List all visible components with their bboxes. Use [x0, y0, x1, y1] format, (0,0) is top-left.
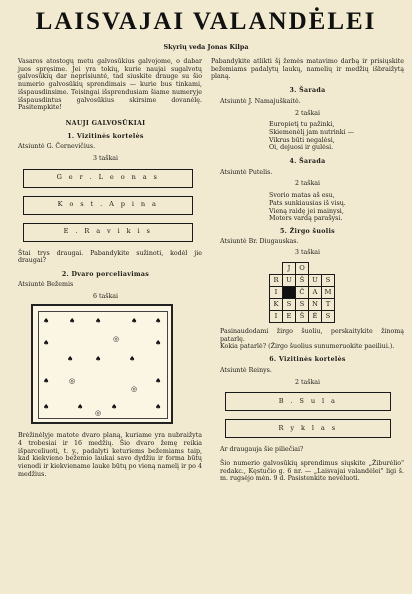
grid-letter-cell: Š — [296, 311, 309, 323]
puzzle4-author: Atsiuntė Putelis. — [220, 168, 273, 176]
grid-black-cell — [283, 287, 296, 299]
grid-empty-cell — [322, 263, 335, 275]
house-icon: ◎ — [113, 335, 120, 344]
grid-letter-cell: S — [296, 299, 309, 311]
grid-letter-cell: N — [309, 299, 322, 311]
house-icon: ◎ — [69, 377, 76, 386]
puzzle5-author: Atsiuntė Br. Diugauskas. — [220, 237, 299, 245]
grid-letter-cell: U — [283, 275, 296, 287]
puzzle3-author: Atsiuntė J. Namajuškaitė. — [220, 97, 301, 105]
tree-icon: ♠ — [129, 355, 136, 364]
business-card-bsula: B . S u l a — [225, 392, 391, 411]
tree-icon: ♠ — [67, 355, 74, 364]
tree-icon: ♠ — [111, 403, 118, 412]
puzzle1-question: Štai trys draugai. Pabandykite sužinoti, kodėl jie draugai? — [18, 249, 202, 265]
poem-line: Skiemenėlį jam nutrinki — — [269, 128, 354, 136]
puzzle1-title: 1. Vizitinės kortelės — [67, 132, 144, 140]
puzzle3-points: 2 taškai — [294, 109, 321, 117]
grid-empty-cell — [270, 263, 283, 275]
footer-note: Šio numerio galvosūkių sprendimus siųskite „Žiburėlio" redakc., Kęstučio g. 6 nr. — „Laisvajai valandėlei" ligi š. m. rugsėjo mėn. 9 d. Pasistenkite nevėluoti. — [220, 459, 404, 483]
tree-icon: ♠ — [155, 317, 162, 326]
business-card-1: G e r . L e o n a s — [23, 169, 193, 188]
grid-letter-cell: Š — [296, 275, 309, 287]
grid-letter-cell: K — [270, 299, 283, 311]
puzzle1-author: Atsiuntė G. Černevičius. — [18, 143, 96, 151]
knight-move-grid — [269, 262, 335, 323]
poem-line: Europietį tu pažinki, — [269, 121, 335, 129]
grid-letter-cell: I — [270, 311, 283, 323]
byline: Skyrių veda Jonas Kilpa — [163, 43, 249, 51]
right-column — [211, 58, 404, 483]
puzzle2-author: Atsiuntė Bežemis — [18, 280, 74, 288]
puzzle4-title: 4. Šarada — [289, 158, 326, 166]
grid-row — [270, 275, 335, 287]
poem-line: Vikrus būti negalėsi, — [269, 136, 335, 144]
grid-letter-cell: M — [322, 287, 335, 299]
grid-row — [270, 299, 335, 311]
poem-line: Moters vardą parašysi. — [269, 215, 343, 223]
intro-text: Vasaros atostogų metu galvosūkius galvojome, o dabar juos spręsime. Jei yra tokių, kurie naujai sugalvotų galvosūkių dar neprisiuntė, tad siuskite drauge su šio numerio galvosūkių sprendimais — kurie bus tinkami, išspausdinsime. Teisingai išsprendusiam šiame numeryje išspausdintus galvosūkius skirsime dovanėlę. Pasitempkite! — [18, 58, 202, 112]
grid-empty-cell — [309, 263, 322, 275]
tree-icon: ♠ — [77, 403, 84, 412]
business-card-2: K o s t . A p i n a — [23, 196, 193, 215]
puzzle5-question: Kokia patarlė? (Žirgo šuolius sunumeruokite paeiliui.). — [220, 343, 395, 351]
business-card-ryklas: R y k l a s — [225, 419, 391, 438]
puzzle2-text: Brėžinėlyje matote dvaro planą, kuriame yra nubraižyta 4 trobesiai ir 16 medžių. Šio dvaro žemę reikia išparceliuoti, t. y., padalyti keturiems bežemiams taip, kad kiekvieno bežemio laukai savo dydžiu ir forma būtų vienodi ir kiekviename lauke būtų po vieną namelį ir po 4 medžius. — [18, 432, 202, 478]
grid-letter-cell: Ė — [309, 311, 322, 323]
tree-icon: ♠ — [155, 377, 162, 386]
poem-line: Svorio matas aš esu, — [269, 192, 335, 200]
house-icon: ◎ — [95, 409, 102, 418]
grid-letter-cell: T — [322, 299, 335, 311]
puzzle2-continuation: Pabandykite atlikti šį žemės matavimo darbą ir prisiųskite bežemiams padalytų laukų, namelių ir medžių išbraižytą planą. — [211, 58, 404, 81]
puzzle4-points: 2 taškai — [294, 180, 321, 188]
tree-icon: ♠ — [95, 355, 102, 364]
puzzle6-author: Atsiuntė Reinys. — [220, 366, 272, 374]
estate-plan-diagram — [31, 304, 173, 424]
left-column — [9, 58, 202, 478]
grid-letter-cell: R — [270, 275, 283, 287]
grid-row — [270, 311, 335, 323]
grid-letter-cell: J — [283, 263, 296, 275]
grid-letter-cell: S — [283, 299, 296, 311]
grid-letter-cell: U — [309, 275, 322, 287]
tree-icon: ♠ — [43, 403, 50, 412]
puzzle1-points: 3 taškai — [92, 155, 119, 163]
tree-icon: ♠ — [43, 377, 50, 386]
puzzle6-points: 2 taškai — [294, 378, 321, 386]
tree-icon: ♠ — [43, 317, 50, 326]
puzzle5-title: 5. Žirgo šuolis — [279, 227, 336, 235]
grid-letter-cell: I — [270, 287, 283, 299]
tree-icon: ♠ — [69, 317, 76, 326]
puzzle4-poem — [211, 192, 404, 223]
puzzle5-text: Pasinaudodami žirgo šuoliu, perskaitykite žinomą patarlę. — [220, 328, 404, 343]
tree-icon: ♠ — [131, 317, 138, 326]
grid-letter-cell: O — [296, 263, 309, 275]
puzzle2-title: 2. Dvaro porceliavimas — [61, 271, 150, 279]
tree-icon: ♠ — [95, 317, 102, 326]
grid-letter-cell: E — [283, 311, 296, 323]
page-title: LAISVAJAI VALANDĖLEI — [35, 8, 377, 35]
puzzle3-title: 3. Šarada — [289, 87, 326, 95]
grid-letter-cell: Č — [296, 287, 309, 299]
grid-row — [270, 287, 335, 299]
business-card-3: E . R a v i k i s — [23, 223, 193, 242]
grid-letter-cell: A — [309, 287, 322, 299]
grid-letter-cell: S — [322, 275, 335, 287]
poem-line: Vieną raidę jei mainysi, — [269, 207, 344, 215]
puzzle2-points: 6 taškai — [92, 292, 119, 300]
tree-icon: ♠ — [155, 403, 162, 412]
poem-line: Pats sunkiausias iš visų. — [269, 199, 346, 207]
house-icon: ◎ — [131, 385, 138, 394]
puzzle6-title: 6. Vizitinės kortelės — [269, 356, 346, 364]
puzzle5-points: 3 taškai — [294, 249, 321, 257]
grid-row — [270, 263, 335, 275]
estate-inner-border — [38, 311, 168, 419]
puzzle3-poem — [211, 121, 404, 152]
section-heading: NAUJI GALVOSŪKIAI — [65, 119, 146, 127]
tree-icon: ♠ — [155, 339, 162, 348]
puzzle6-question: Ar draugauja šie piliečiai? — [220, 446, 304, 454]
poem-line: Oi, dejuosi ir gulėsi. — [269, 144, 334, 152]
tree-icon: ♠ — [43, 339, 50, 348]
grid-letter-cell: S — [322, 311, 335, 323]
